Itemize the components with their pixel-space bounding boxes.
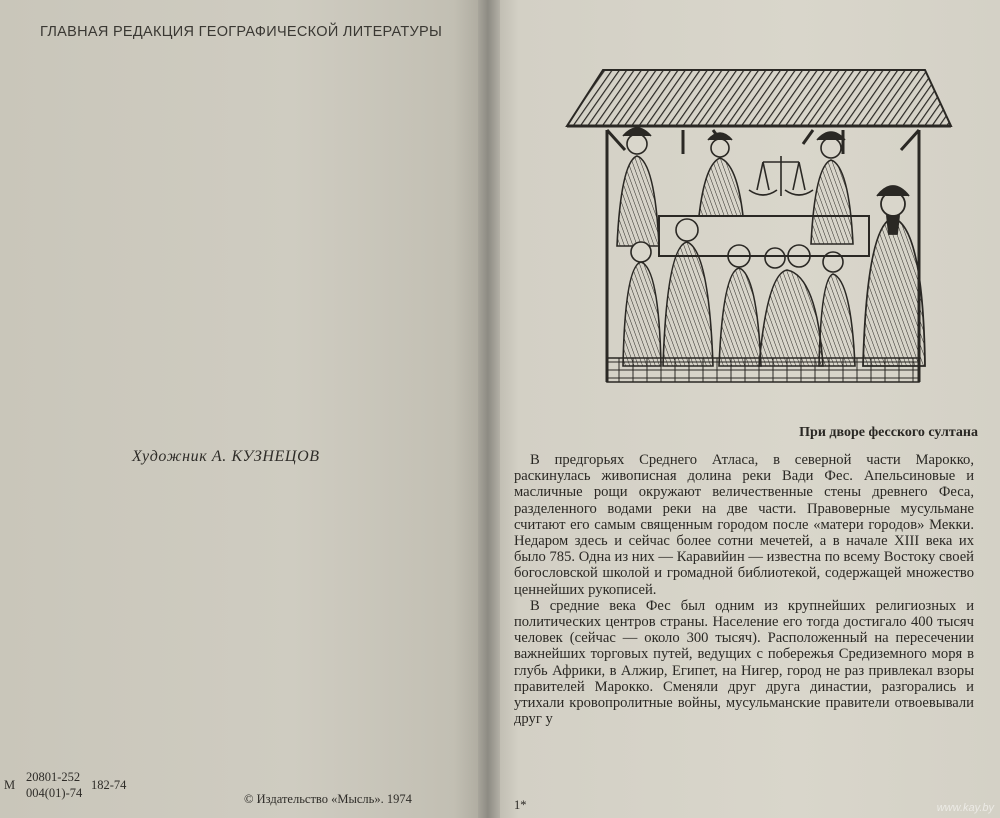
paragraph: В предгорьях Среднего Атласа, в северной части Марокко, раскинулась живописная долина реки Вади Фес. Апельсиновые и масличные рощи окружают величественные стены древнего Феса, разделенного водами реки на две части. Правоверные мусульмане считают его самым священным городом после «матери городов» Мекки. Недаром здесь и сейчас более сотни мечетей, а в начале XIII века их было 785. Одна из них — Каравийин — известна по всему Востоку своей богословской школой и громадной библиотекой, содержащей множество ценнейших рукописей. [514, 452, 974, 598]
imprint-code-suffix: 182-74 [91, 778, 127, 792]
standing-elder [863, 186, 925, 366]
right-attendant [811, 132, 853, 244]
body-text [514, 452, 974, 727]
watermark: www.kay.by [936, 802, 994, 814]
imprint-code-1: 20801-252 [26, 770, 81, 784]
book-gutter [478, 0, 500, 818]
roof [567, 70, 951, 126]
imprint-letter: М [4, 778, 16, 792]
left-page [0, 0, 488, 818]
paragraph: В средние века Фес был одним из крупнейших религиозных и политических центров страны. Население его тогда достигало 400 тысяч человек (сейчас — около 300 тысяч). Расположенный на пересечении важнейших торговых путей, ведущих с побережья Средиземного моря в глубь Африки, в Алжир, Египет, на Нигер, город не раз привлекал взоры правителей Марокко. Сменяли друг друга династии, разгорались и утихали кровопролитные войны, мусульманские правители отвоевывали друг у [514, 597, 974, 728]
sultan-court-illustration [563, 66, 953, 388]
illustrator-credit: Художник А. КУЗНЕЦОВ [132, 448, 320, 465]
publisher-header: ГЛАВНАЯ РЕДАКЦИЯ ГЕОГРАФИЧЕСКОЙ ЛИТЕРАТУРЫ [40, 24, 443, 40]
illustration-caption: При дворе фесского султана [799, 425, 978, 440]
left-attendant [617, 128, 659, 246]
page-marker: 1* [514, 798, 527, 812]
imprint-code-2: 004(01)-74 [26, 786, 83, 800]
copyright-line: © Издательство «Мысль». 1974 [244, 792, 412, 806]
seated-sultan [699, 133, 743, 216]
scales [749, 156, 813, 196]
